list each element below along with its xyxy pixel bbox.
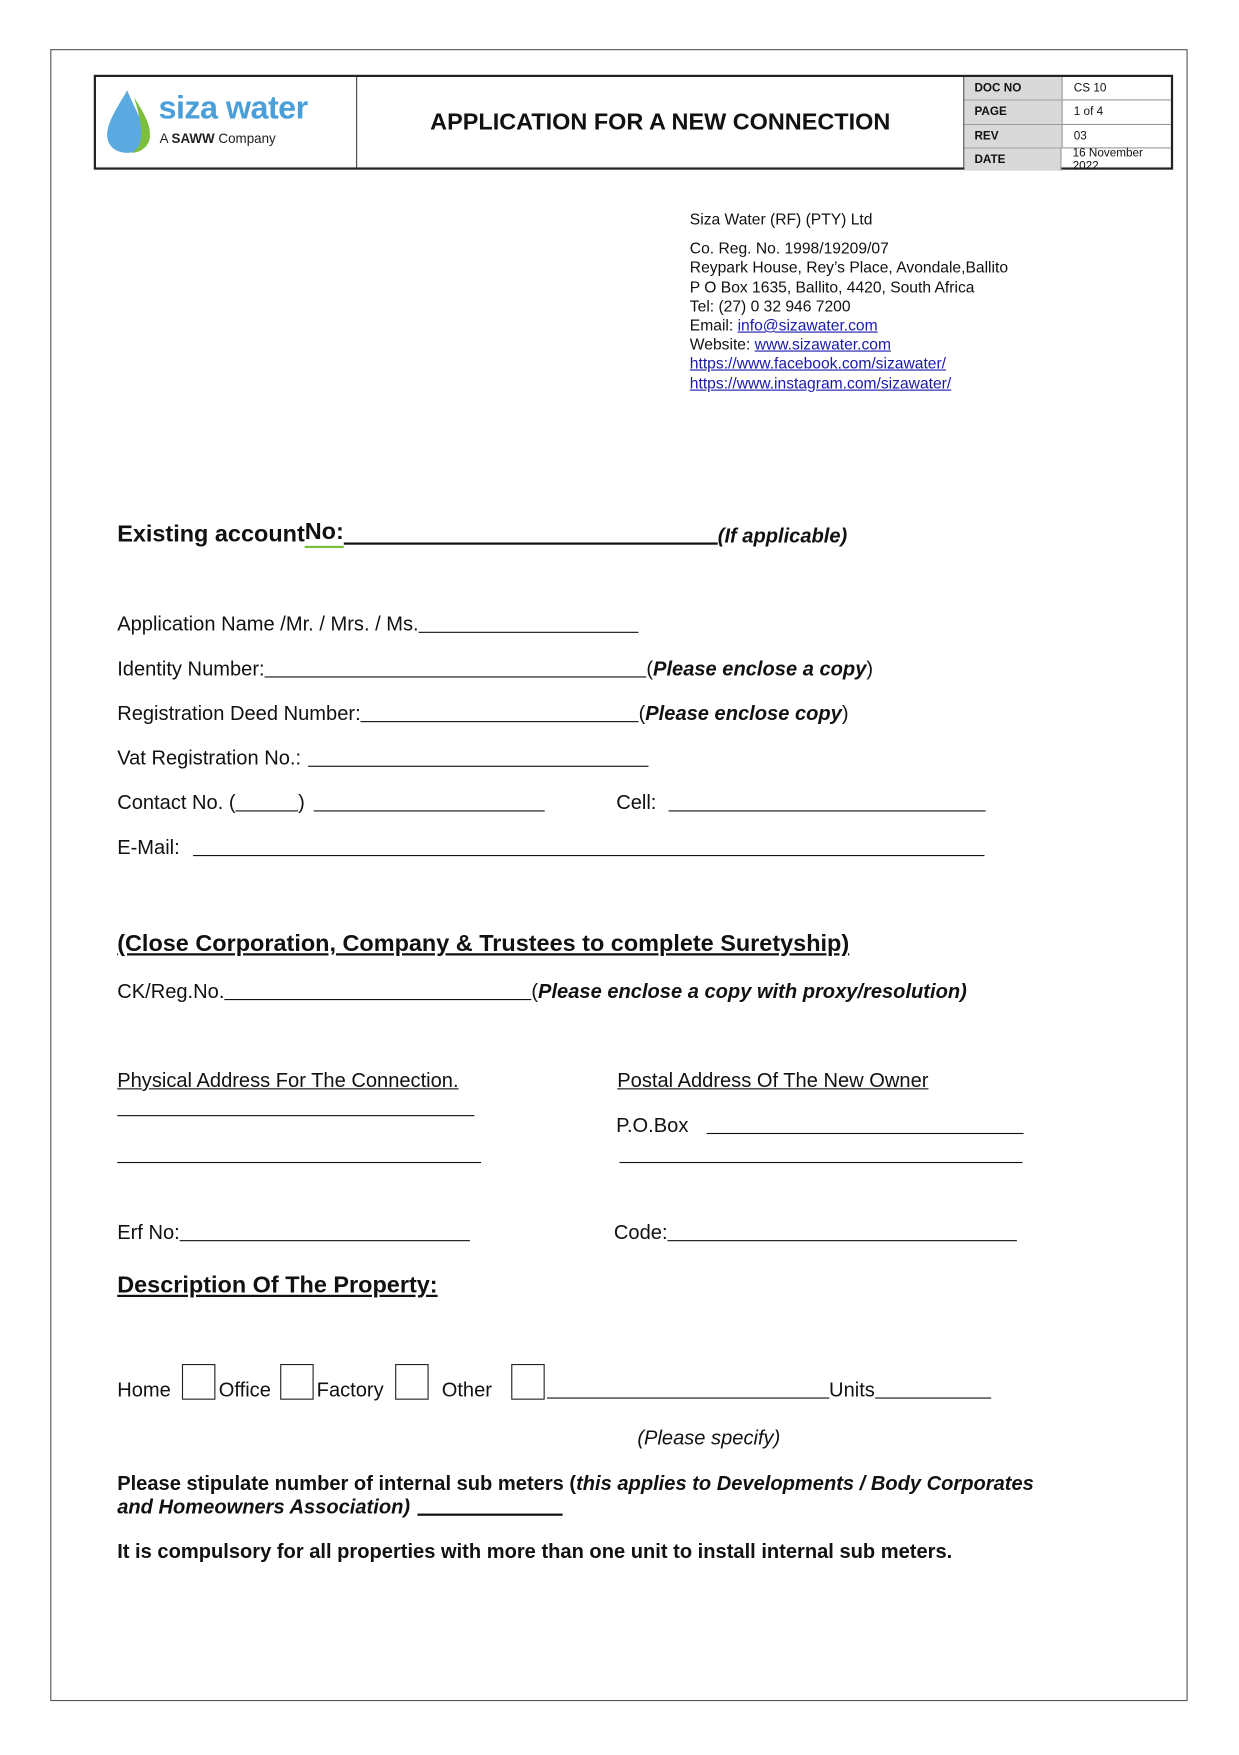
submeters-field[interactable] [418,1512,563,1515]
description-heading: Description Of The Property: [117,1272,438,1299]
reg-deed-row: Registration Deed Number: ( Please enclose copy ) [117,702,849,725]
identity-row: Identity Number: ( Please enclose a copy ) [117,657,874,680]
home-label: Home [117,1378,171,1401]
meta-row [964,124,1170,148]
contact-row [117,791,985,814]
company-po: P O Box 1635, Ballito, 4420, South Africa [689,277,975,296]
application-name-row [117,613,638,636]
meta-key: DATE [964,148,1061,171]
code-row [614,1221,1017,1244]
logo-text: siza water [158,90,308,127]
area-code-field[interactable] [236,809,299,811]
meta-key: PAGE [964,101,1062,124]
logo-sub: A [159,130,172,147]
existing-account-no: No: [305,519,344,548]
identity-label: Identity Number: [117,657,265,680]
cell-label: Cell: [616,791,657,814]
submeters-line-1 [117,1472,1034,1495]
compulsory-note: It is compulsory for all properties with more than one unit to install internal sub meters. [117,1540,953,1563]
postal-line-2 [619,1161,1022,1167]
submeters-note-2: and Homeowners Association) [117,1495,411,1519]
website-link[interactable]: www.sizawater.com [754,335,892,353]
code-label: Code: [613,1221,668,1244]
home-checkbox[interactable] [182,1364,215,1400]
units-field[interactable] [875,1396,991,1398]
postal-address-field-2[interactable] [619,1161,1022,1163]
page-border [50,49,1187,1701]
water-drop-icon [103,88,159,155]
cell-field[interactable] [669,809,986,811]
meta-row [964,148,1170,171]
document-title: APPLICATION FOR A NEW CONNECTION [357,77,964,167]
meta-value: 03 [1073,129,1087,143]
submeters-text: Please stipulate number of internal sub meters ( [117,1472,577,1495]
pobox-field[interactable] [706,1132,1023,1134]
email-row [117,836,984,859]
company-street: Reypark House, Rey’s Place, Avondale,Ballito [689,258,1009,277]
other-specify-field[interactable] [547,1396,829,1398]
email-field[interactable] [193,854,984,856]
erf-row [117,1221,470,1244]
ck-row: CK/Reg.No. ( Please enclose a copy with proxy/resolution) [117,980,967,1003]
contact-field[interactable] [314,809,545,811]
postal-address-heading: Postal Address Of The New Owner [617,1069,929,1092]
erf-label: Erf No: [117,1221,180,1244]
please-specify-note: ( Please specify ) [637,1426,781,1449]
identity-note: Please enclose a copy [653,657,867,680]
if-applicable-note: (If applicable) [717,524,848,547]
submeters-line-2 [117,1496,563,1519]
instagram-link[interactable]: https://www.instagram.com/sizawater/ [689,373,952,392]
company-address [690,210,1008,393]
reg-deed-note: Please enclose copy [645,702,842,725]
property-type-row [117,1364,991,1402]
meta-row [964,101,1170,125]
existing-account-label: Existing account [117,521,305,547]
company-name: Siza Water (RF) (PTY) Ltd [689,209,873,228]
company-tel: Tel: (27) 0 32 946 7200 [689,296,851,315]
facebook-link[interactable]: https://www.facebook.com/sizawater/ [689,354,947,373]
erf-field[interactable] [180,1239,470,1241]
document-meta-table [964,77,1170,173]
suretyship-heading: (Close Corporation, Company & Trustees to complete Suretyship) [117,930,850,957]
contact-label: Contact No. ( [117,791,236,814]
vat-row [117,747,648,770]
application-name-field[interactable] [419,631,639,633]
meta-key: REV [964,124,1062,147]
pobox-label: P.O.Box [616,1113,689,1137]
physical-address-field-1[interactable] [117,1114,474,1116]
logo-sub-end: Company [214,130,276,147]
vat-label: Vat Registration No.: [117,746,302,770]
physical-address-field-2[interactable] [117,1161,481,1163]
identity-field[interactable] [265,675,647,677]
email-link[interactable]: info@sizawater.com [737,315,878,334]
meta-value: 1 of 4 [1073,105,1104,119]
factory-label: Factory [316,1378,384,1401]
reg-deed-field[interactable] [361,720,639,722]
company-reg: Co. Reg. No. 1998/19209/07 [689,239,889,257]
factory-checkbox[interactable] [395,1364,428,1400]
ck-note: Please enclose a copy with proxy/resolution) [538,980,967,1003]
contact-paren: ) [298,791,305,814]
code-field[interactable] [668,1239,1017,1241]
meta-value: CS 10 [1073,81,1107,96]
ck-label: CK/Reg.No. [117,980,225,1003]
email-label: Email: [689,315,738,334]
website-label: Website: [689,335,755,353]
logo-sub-brand: SAWW [171,130,215,147]
vat-field[interactable] [308,765,648,767]
email-label: E-Mail: [117,836,180,859]
reg-deed-label: Registration Deed Number: [117,702,361,725]
meta-row [964,77,1170,101]
units-label: Units [829,1378,875,1401]
physical-line-1 [117,1114,474,1120]
meta-value: 16 November 2022 [1072,146,1143,173]
other-label: Other [441,1378,492,1401]
siza-water-logo [96,77,357,167]
office-label: Office [218,1378,271,1401]
application-name-label: Application Name /Mr. / Mrs. / Ms. [117,612,419,636]
submeters-note: this applies to Developments / Body Corporates [576,1472,1034,1495]
physical-address-heading: Physical Address For The Connection. [117,1069,459,1092]
existing-account-row [117,519,847,548]
ck-field[interactable] [224,998,531,1000]
physical-line-2 [117,1161,481,1167]
pobox-row [616,1114,1023,1137]
document-header [94,75,1173,173]
please-specify-text: Please specify [644,1426,774,1449]
meta-key: DOC NO [964,77,1062,100]
other-checkbox[interactable] [511,1364,544,1400]
existing-account-field[interactable] [344,541,718,544]
office-checkbox[interactable] [280,1364,313,1400]
